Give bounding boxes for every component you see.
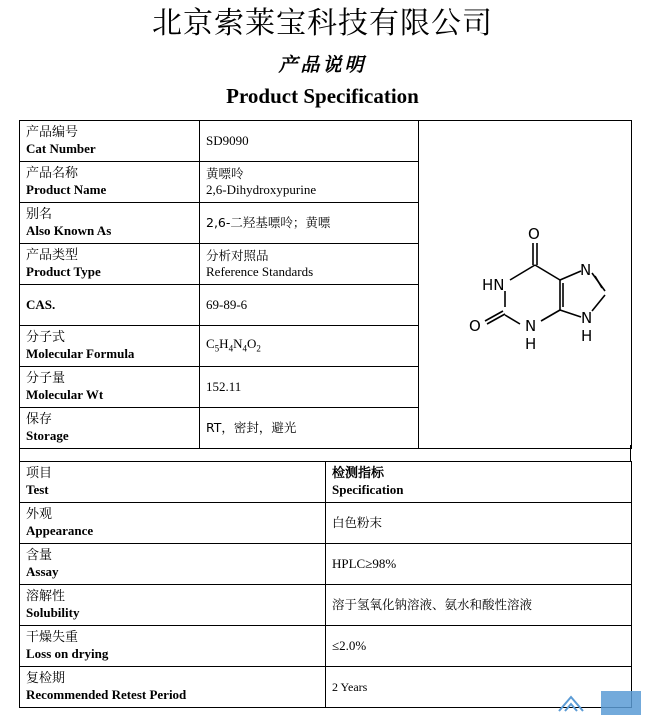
test-label: 溶解性 Solubility (20, 585, 326, 626)
test-spec-table (19, 461, 632, 708)
test-spec: 2 Years (326, 667, 632, 708)
field-value: 152.11 (200, 367, 419, 408)
atom-label: H (525, 334, 537, 353)
test-label: 外观 Appearance (20, 503, 326, 544)
field-value: RT，密封，避光 (200, 408, 419, 449)
atom-label: O (528, 224, 540, 243)
table-header-row (20, 462, 632, 503)
field-label: CAS. (20, 285, 200, 326)
molecular-formula: $C_5H_4N_4O_2$ (200, 326, 419, 367)
field-label: 分子量 Molecular Wt (20, 367, 200, 408)
document-title-en: Product Specification (226, 84, 419, 108)
atom-label: HN (482, 275, 505, 294)
column-header-spec: 检测指标 Specification (326, 462, 632, 503)
test-spec: 溶于氢氧化钠溶液、氨水和酸性溶液 (326, 585, 632, 626)
table-row (20, 121, 632, 162)
test-label: 复检期 Recommended Retest Period (20, 667, 326, 708)
column-header-test: 项目 Test (20, 462, 326, 503)
field-label: 产品类型 Product Type (20, 244, 200, 285)
atom-label: N (580, 260, 592, 279)
product-info-table (19, 120, 632, 449)
table-row (20, 544, 632, 585)
document-subtitle-cn: 产品说明 (278, 54, 367, 76)
xanthine-structure-icon (425, 203, 625, 363)
field-label: 产品名称 Product Name (20, 162, 200, 203)
field-value: 2,6-二羟基嘌呤；黄嘌 (200, 203, 419, 244)
atom-label: N (525, 316, 537, 335)
structure-cell (419, 121, 632, 449)
table-row (20, 503, 632, 544)
test-label: 含量 Assay (20, 544, 326, 585)
company-name: 北京索莱宝科技有限公司 (152, 6, 493, 41)
field-label: 保存 Storage (20, 408, 200, 449)
table-spacer (19, 445, 631, 461)
field-value: 分析对照品 Reference Standards (200, 244, 419, 285)
atom-label: H (581, 326, 593, 345)
test-label: 干燥失重 Loss on drying (20, 626, 326, 667)
field-value: 69-89-6 (200, 285, 419, 326)
test-spec: ≤2.0% (326, 626, 632, 667)
atom-label: O (469, 316, 481, 335)
field-label: 分子式 Molecular Formula (20, 326, 200, 367)
atom-label: N (581, 308, 593, 327)
field-value: SD9090 (200, 121, 419, 162)
field-value: 黄嘌呤 2,6-Dihydroxypurine (200, 162, 419, 203)
table-row (20, 626, 632, 667)
field-label: 别名 Also Known As (20, 203, 200, 244)
field-label: 产品编号 Cat Number (20, 121, 200, 162)
test-spec: 白色粉末 (326, 503, 632, 544)
watermark-logo-icon (553, 689, 643, 717)
test-spec: HPLC≥98% (326, 544, 632, 585)
table-row (20, 585, 632, 626)
table-row (20, 667, 632, 708)
